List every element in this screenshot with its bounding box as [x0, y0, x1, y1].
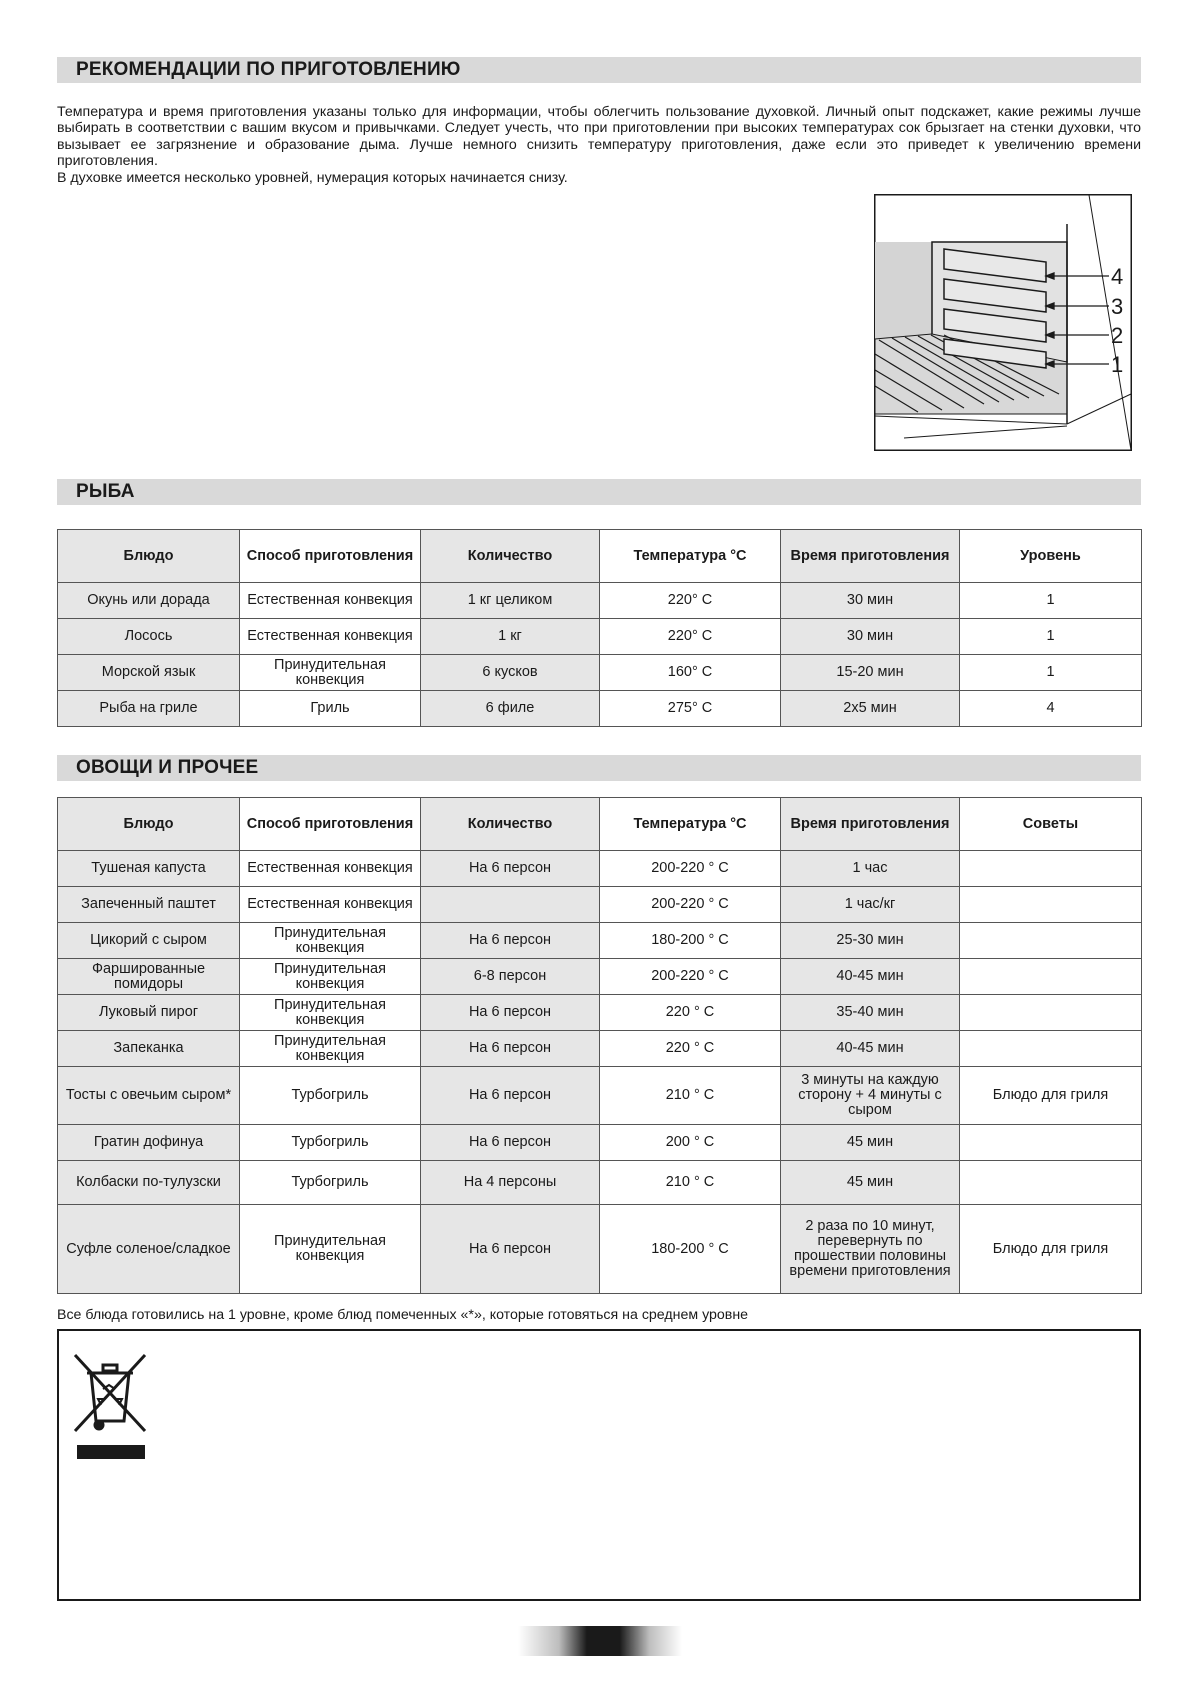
veg-dish: Тосты с овечьим сыром* — [58, 1067, 240, 1125]
fish-level: 1 — [960, 655, 1142, 691]
veg-time: 40-45 мин — [781, 959, 960, 995]
fish-header-temperature: Температура °C — [600, 530, 781, 583]
veg-method: Естественная конвекция — [240, 851, 421, 887]
veg-time: 35-40 мин — [781, 995, 960, 1031]
fish-level: 4 — [960, 691, 1142, 727]
fish-time: 30 мин — [781, 619, 960, 655]
veg-tips: Блюдо для гриля — [960, 1205, 1142, 1294]
fish-temperature: 220° C — [600, 619, 781, 655]
veg-time: 45 мин — [781, 1125, 960, 1161]
recommendations-title: РЕКОМЕНДАЦИИ ПО ПРИГОТОВЛЕНИЮ — [57, 57, 1141, 83]
veg-quantity: На 4 персоны — [421, 1161, 600, 1205]
veg-tips — [960, 959, 1142, 995]
veg-tips — [960, 995, 1142, 1031]
fish-header-level: Уровень — [960, 530, 1142, 583]
veg-method: Принудительная конвекция — [240, 959, 421, 995]
recommendations-text — [57, 104, 1141, 186]
veg-temperature: 180-200 ° C — [600, 1205, 781, 1294]
veg-quantity — [421, 887, 600, 923]
veg-time: 3 минуты на каждую сторону + 4 минуты с сыром — [781, 1067, 960, 1125]
fish-quantity: 6 филе — [421, 691, 600, 727]
fish-level: 1 — [960, 619, 1142, 655]
fish-time: 2x5 мин — [781, 691, 960, 727]
fish-temperature: 275° C — [600, 691, 781, 727]
fish-quantity: 1 кг целиком — [421, 583, 600, 619]
veg-time: 25-30 мин — [781, 923, 960, 959]
table-row — [58, 583, 1142, 619]
table-row — [58, 1067, 1142, 1125]
veg-dish: Колбаски по-тулузски — [58, 1161, 240, 1205]
veg-method: Принудительная конвекция — [240, 1031, 421, 1067]
veg-method: Турбогриль — [240, 1161, 421, 1205]
veg-tips: Блюдо для гриля — [960, 1067, 1142, 1125]
veg-method: Турбогриль — [240, 1067, 421, 1125]
veg-temperature: 210 ° C — [600, 1067, 781, 1125]
fish-dish: Лосось — [58, 619, 240, 655]
fish-quantity: 6 кусков — [421, 655, 600, 691]
veg-time: 1 час — [781, 851, 960, 887]
fish-header-time: Время приготовления — [781, 530, 960, 583]
fish-time: 30 мин — [781, 583, 960, 619]
fish-table — [57, 529, 1142, 727]
veg-method: Принудительная конвекция — [240, 995, 421, 1031]
veg-quantity: На 6 персон — [421, 1205, 600, 1294]
veg-time: 2 раза по 10 минут, перевернуть по прошествии половины времени приготовления — [781, 1205, 960, 1294]
veg-dish: Суфле соленое/сладкое — [58, 1205, 240, 1294]
veg-method: Естественная конвекция — [240, 887, 421, 923]
vegetables-header-row — [58, 798, 1142, 851]
level-label-1: 1 — [1111, 352, 1124, 377]
veg-method: Принудительная конвекция — [240, 1205, 421, 1294]
page-footer-bar — [518, 1626, 682, 1656]
table-row — [58, 655, 1142, 691]
veg-temperature: 200 ° C — [600, 1125, 781, 1161]
veg-tips — [960, 1125, 1142, 1161]
veg-header-dish: Блюдо — [58, 798, 240, 851]
level-label-3: 3 — [1111, 294, 1124, 319]
veg-time: 45 мин — [781, 1161, 960, 1205]
recommendations-paragraph-2: В духовке имеется несколько уровней, нумерация которых начинается снизу. — [57, 169, 568, 186]
veg-temperature: 200-220 ° C — [600, 887, 781, 923]
veg-temperature: 210 ° C — [600, 1161, 781, 1205]
veg-dish: Запеканка — [58, 1031, 240, 1067]
veg-method: Турбогриль — [240, 1125, 421, 1161]
recommendations-paragraph-1: Температура и время приготовления указаны только для информации, чтобы облегчить пользование духовкой. Личный опыт подскажет, какие режимы лучше выбирать в соответствии с вашим вкусом и привычками. Следует учесть, что при приготовлении при высоких температурах сок брызгает на стенки духовки, что вызывает ее загрязнение и образование дыма. Лучше немного снизить температуру приготовления, даже если это приведет к увеличению времени приготовления. — [57, 104, 1141, 170]
fish-method: Принудительная конвекция — [240, 655, 421, 691]
veg-header-method: Способ приготовления — [240, 798, 421, 851]
fish-header-method: Способ приготовления — [240, 530, 421, 583]
veg-temperature: 200-220 ° C — [600, 851, 781, 887]
veg-dish: Фаршированные помидоры — [58, 959, 240, 995]
veg-dish: Луковый пирог — [58, 995, 240, 1031]
fish-temperature: 220° C — [600, 583, 781, 619]
table-row — [58, 1161, 1142, 1205]
veg-temperature: 220 ° C — [600, 1031, 781, 1067]
table-row — [58, 995, 1142, 1031]
fish-time: 15-20 мин — [781, 655, 960, 691]
fish-dish: Окунь или дорада — [58, 583, 240, 619]
table-row — [58, 887, 1142, 923]
veg-tips — [960, 1031, 1142, 1067]
veg-header-quantity: Количество — [421, 798, 600, 851]
table-row — [58, 619, 1142, 655]
veg-tips — [960, 923, 1142, 959]
veg-time: 40-45 мин — [781, 1031, 960, 1067]
veg-temperature: 200-220 ° C — [600, 959, 781, 995]
fish-quantity: 1 кг — [421, 619, 600, 655]
table-row — [58, 923, 1142, 959]
fish-header-quantity: Количество — [421, 530, 600, 583]
table-row — [58, 691, 1142, 727]
fish-title: РЫБА — [57, 479, 1141, 505]
level-label-2: 2 — [1111, 323, 1124, 348]
level-label-4: 4 — [1111, 264, 1124, 289]
fish-dish: Рыба на гриле — [58, 691, 240, 727]
veg-dish: Гратин дофинуа — [58, 1125, 240, 1161]
fish-dish: Морской язык — [58, 655, 240, 691]
veg-header-tips: Советы — [960, 798, 1142, 851]
veg-quantity: На 6 персон — [421, 1031, 600, 1067]
veg-tips — [960, 1161, 1142, 1205]
disposal-notice-box — [57, 1329, 1141, 1601]
veg-dish: Цикорий с сыром — [58, 923, 240, 959]
veg-dish: Тушеная капуста — [58, 851, 240, 887]
fish-header-dish: Блюдо — [58, 530, 240, 583]
table-row — [58, 959, 1142, 995]
veg-header-temperature: Температура °C — [600, 798, 781, 851]
fish-method: Гриль — [240, 691, 421, 727]
table-row — [58, 1205, 1142, 1294]
fish-temperature: 160° C — [600, 655, 781, 691]
veg-quantity: На 6 персон — [421, 851, 600, 887]
fish-level: 1 — [960, 583, 1142, 619]
veg-method: Принудительная конвекция — [240, 923, 421, 959]
vegetables-title: ОВОЩИ И ПРОЧЕЕ — [57, 755, 1141, 781]
crossed-out-wheelie-bin-icon — [69, 1351, 153, 1463]
veg-temperature: 220 ° C — [600, 995, 781, 1031]
veg-header-time: Время приготовления — [781, 798, 960, 851]
fish-header-row — [58, 530, 1142, 583]
fish-method: Естественная конвекция — [240, 619, 421, 655]
vegetables-table — [57, 797, 1142, 1294]
veg-dish: Запеченный паштет — [58, 887, 240, 923]
table-row — [58, 1031, 1142, 1067]
veg-temperature: 180-200 ° C — [600, 923, 781, 959]
veg-tips — [960, 887, 1142, 923]
veg-quantity: На 6 персон — [421, 923, 600, 959]
veg-quantity: 6-8 персон — [421, 959, 600, 995]
fish-method: Естественная конвекция — [240, 583, 421, 619]
veg-tips — [960, 851, 1142, 887]
veg-quantity: На 6 персон — [421, 1067, 600, 1125]
vegetables-footnote: Все блюда готовились на 1 уровне, кроме блюд помеченных «*», которые готовяться на среднем уровне — [57, 1307, 749, 1323]
veg-quantity: На 6 персон — [421, 1125, 600, 1161]
table-row — [58, 851, 1142, 887]
table-row — [58, 1125, 1142, 1161]
veg-time: 1 час/кг — [781, 887, 960, 923]
oven-levels-diagram — [874, 194, 1132, 451]
veg-quantity: На 6 персон — [421, 995, 600, 1031]
